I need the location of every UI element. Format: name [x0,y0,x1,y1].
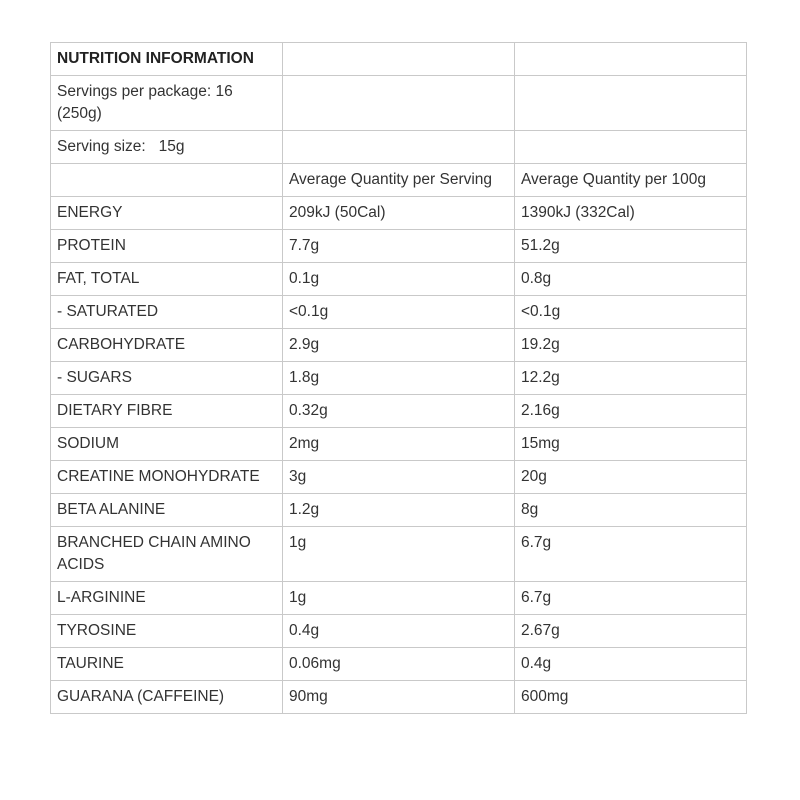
table-row [51,362,747,395]
nutrient-name: BRANCHED CHAIN AMINO ACIDS [51,527,283,582]
table-row [51,230,747,263]
per-serving-value: 1g [283,582,515,615]
nutrient-name: L-ARGININE [51,582,283,615]
per-100g-value: 6.7g [515,582,747,615]
per-100g-value: 20g [515,461,747,494]
per-serving-value: 209kJ (50Cal) [283,197,515,230]
nutrient-name: TYROSINE [51,615,283,648]
table-row-servings [51,76,747,131]
serving-size: Serving size: 15g [51,131,283,164]
empty-cell [515,131,747,164]
table-row [51,615,747,648]
table-row [51,197,747,230]
column-header-per-serving: Average Quantity per Serving [283,164,515,197]
per-100g-value: 0.8g [515,263,747,296]
nutrition-table [50,42,747,714]
per-100g-value: 15mg [515,428,747,461]
per-serving-value: <0.1g [283,296,515,329]
nutrient-name: - SATURATED [51,296,283,329]
nutrient-name: DIETARY FIBRE [51,395,283,428]
per-serving-value: 90mg [283,681,515,714]
table-row [51,494,747,527]
per-100g-value: 51.2g [515,230,747,263]
empty-cell [515,43,747,76]
per-serving-value: 1.8g [283,362,515,395]
nutrition-table-body [51,43,747,714]
empty-cell [283,131,515,164]
per-serving-value: 0.32g [283,395,515,428]
table-row [51,461,747,494]
per-serving-value: 2mg [283,428,515,461]
per-100g-value: 0.4g [515,648,747,681]
per-100g-value: 8g [515,494,747,527]
empty-cell [283,43,515,76]
table-row [51,428,747,461]
per-serving-value: 0.4g [283,615,515,648]
table-row [51,296,747,329]
nutrient-name: FAT, TOTAL [51,263,283,296]
nutrient-name: TAURINE [51,648,283,681]
nutrient-name: PROTEIN [51,230,283,263]
nutrient-name: ENERGY [51,197,283,230]
nutrient-name: CREATINE MONOHYDRATE [51,461,283,494]
per-100g-value: 19.2g [515,329,747,362]
table-row [51,582,747,615]
empty-cell [51,164,283,197]
per-100g-value: 600mg [515,681,747,714]
per-100g-value: 12.2g [515,362,747,395]
per-100g-value: <0.1g [515,296,747,329]
nutrient-name: BETA ALANINE [51,494,283,527]
nutrient-name: GUARANA (CAFFEINE) [51,681,283,714]
per-100g-value: 2.16g [515,395,747,428]
table-row [51,395,747,428]
table-header-row [51,164,747,197]
per-serving-value: 3g [283,461,515,494]
column-header-per-100g: Average Quantity per 100g [515,164,747,197]
empty-cell [283,76,515,131]
per-serving-value: 1.2g [283,494,515,527]
table-title: NUTRITION INFORMATION [51,43,283,76]
per-serving-value: 7.7g [283,230,515,263]
table-row [51,681,747,714]
table-row [51,329,747,362]
per-serving-value: 1g [283,527,515,582]
table-row-title [51,43,747,76]
table-row [51,527,747,582]
table-row [51,263,747,296]
table-row [51,648,747,681]
empty-cell [515,76,747,131]
per-100g-value: 1390kJ (332Cal) [515,197,747,230]
nutrient-name: - SUGARS [51,362,283,395]
nutrient-name: SODIUM [51,428,283,461]
per-serving-value: 0.1g [283,263,515,296]
per-serving-value: 0.06mg [283,648,515,681]
per-serving-value: 2.9g [283,329,515,362]
table-row-serving-size [51,131,747,164]
per-100g-value: 2.67g [515,615,747,648]
per-100g-value: 6.7g [515,527,747,582]
servings-per-package: Servings per package: 16 (250g) [51,76,283,131]
nutrient-name: CARBOHYDRATE [51,329,283,362]
